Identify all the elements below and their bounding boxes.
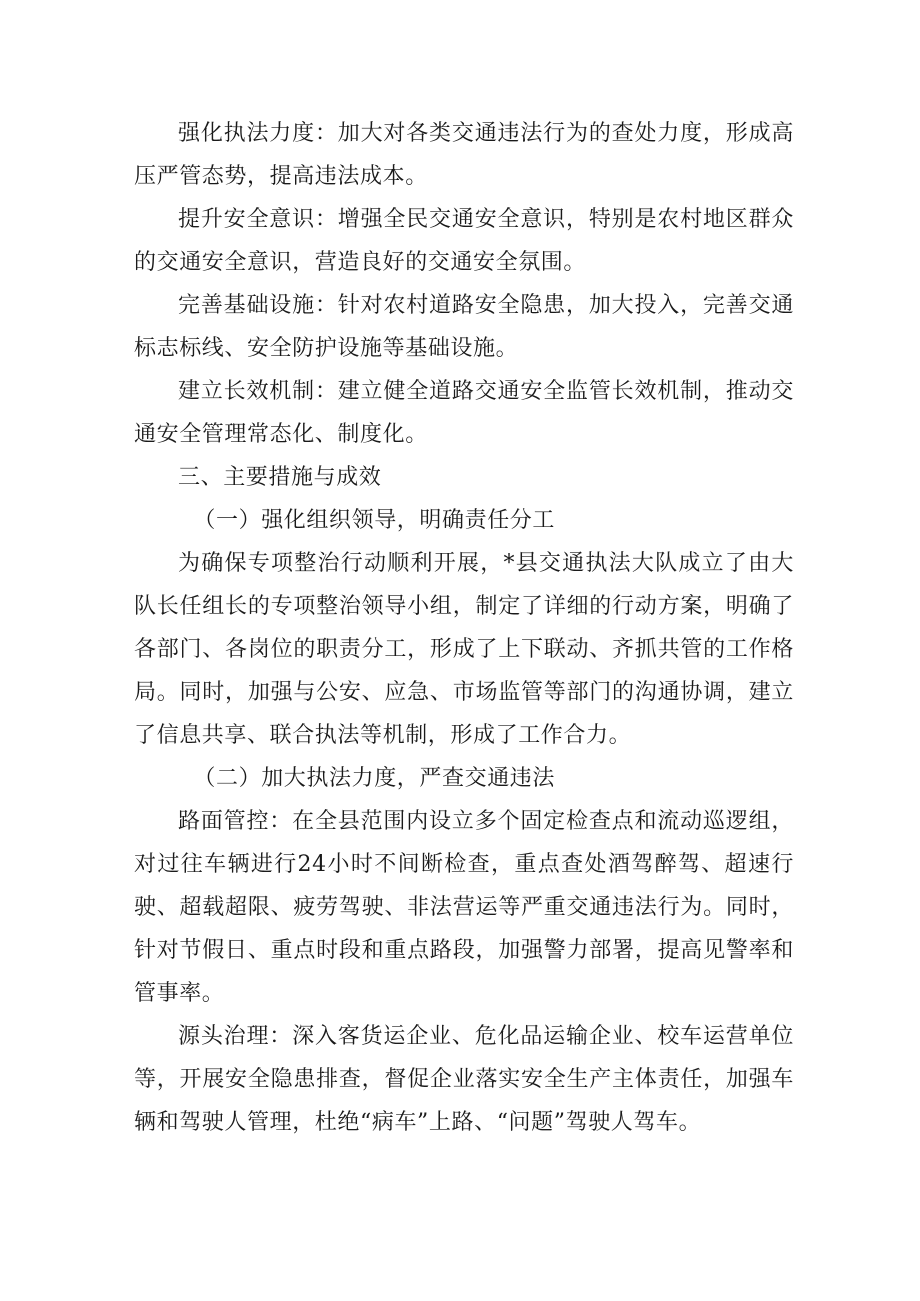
paragraph-road-control: 路面管控：在全县范围内设立多个固定检查点和流动巡逻组，对过往车辆进行24小时不间断检查，重点查处酒驾醉驾、超速行驶、超载超限、疲劳驾驶、非法营运等严重交通违法行为。同时，针对节假日、重点时段和重点路段，加强警力部署，提高见警率和管事率。 [134, 809, 794, 1006]
subsection-heading-organization: （一）强化组织领导，明确责任分工 [193, 508, 555, 533]
paragraph-long-term-mechanism: 建立长效机制：建立健全道路交通安全监管长效机制，推动交通安全管理常态化、制度化。 [134, 379, 794, 447]
section-heading-measures: 三、主要措施与成效 [178, 465, 382, 490]
document-body [134, 112, 794, 1144]
paragraph-safety-awareness: 提升安全意识：增强全民交通安全意识，特别是农村地区群众的交通安全意识，营造良好的交通安全氛围。 [134, 207, 794, 275]
subsection-heading-law-enforcement: （二）加大执法力度，严查交通违法 [193, 766, 555, 791]
paragraph-enforcement: 强化执法力度：加大对各类交通违法行为的查处力度，形成高压严管态势，提高违法成本。 [134, 121, 794, 189]
paragraph-organization: 为确保专项整治行动顺利开展，*县交通执法大队成立了由大队长任组长的专项整治领导小组，制定了详细的行动方案，明确了各部门、各岗位的职责分工，形成了上下联动、齐抓共管的工作格局。同时，加强与公安、应急、市场监管等部门的沟通协调，建立了信息共享、联合执法等机制，形成了工作合力。 [134, 551, 794, 748]
paragraph-infrastructure: 完善基础设施：针对农村道路安全隐患，加大投入，完善交通标志标线、安全防护设施等基础设施。 [134, 293, 794, 361]
paragraph-source-governance: 源头治理：深入客货运企业、危化品运输企业、校车运营单位等，开展安全隐患排查，督促企业落实安全生产主体责任，加强车辆和驾驶人管理，杜绝“病车”上路、“问题”驾驶人驾车。 [134, 1024, 794, 1135]
